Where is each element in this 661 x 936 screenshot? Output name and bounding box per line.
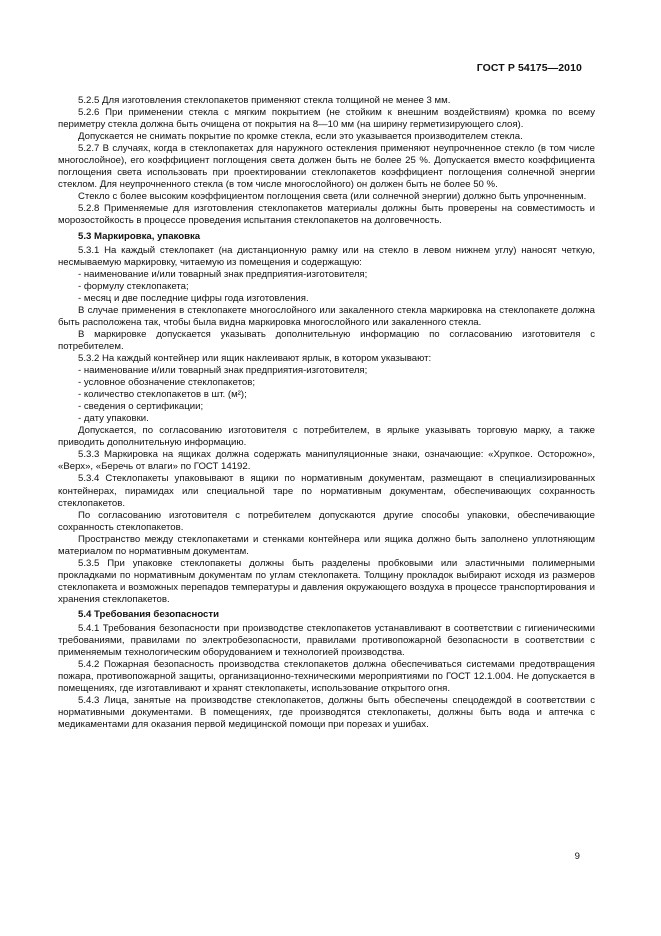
- document-body: [58, 95, 595, 731]
- paragraph: В маркировке допускается указывать дополнительную информацию по согласованию изготовителя с потребителем.: [58, 328, 595, 352]
- list-item: - наименование и/или товарный знак предприятия-изготовителя;: [78, 365, 368, 377]
- page-number: 9: [574, 851, 580, 862]
- paragraph: Допускается не снимать покрытие по кромке стекла, если это указывается производителем стекла.: [78, 131, 523, 143]
- paragraph-5-4-1: 5.4.1 Требования безопасности при производстве стеклопакетов устанавливают в соответствии с гигиеническими требованиями, правилами по электробезопасности, правилами противопожарной безопасности в соответствии с применяемым технологическим оборудованием и технологией производства.: [58, 623, 595, 659]
- list-item: - месяц и две последние цифры года изготовления.: [78, 292, 309, 304]
- list-item: - наименование и/или товарный знак предприятия-изготовителя;: [78, 268, 368, 280]
- paragraph-5-3-5: 5.3.5 При упаковке стеклопакеты должны быть разделены пробковыми или эластичными полимерными прокладками по нормативным документам по углам стеклопакета. Толщину прокладок выбирают исходя из размеров стеклопакета и возможных перепадов температуры и давления окружающего воздуха в процессе транспортирования и хранения стеклопакетов.: [58, 557, 595, 605]
- list-item: - количество стеклопакетов в шт. (м²);: [78, 389, 247, 401]
- paragraph: Допускается, по согласованию изготовителя с потребителем, в ярлыке указывать торговую марку, а также приводить дополнительную информацию.: [58, 425, 595, 449]
- paragraph-5-2-5: 5.2.5 Для изготовления стеклопакетов применяют стекла толщиной не менее 3 мм.: [78, 95, 451, 106]
- list-item: - сведения о сертификации;: [78, 401, 204, 413]
- paragraph-5-4-3: 5.4.3 Лица, занятые на производстве стеклопакетов, должны быть обеспечены спецодеждой в соответствии с нормативными документами. В помещениях, где производятся стеклопакеты, должны быть вода и аптечка с медикаментами для оказания первой медицинской помощи при порезах и ушибах.: [58, 695, 595, 731]
- list-item: - дату упаковки.: [78, 413, 149, 425]
- list-item: - формулу стеклопакета;: [78, 280, 189, 292]
- paragraph-5-2-8: 5.2.8 Применяемые для изготовления стеклопакетов материалы должны быть проверены на совместимость и морозостойкость в процессе проведения испытания стеклопакетов на долговечность.: [58, 203, 595, 227]
- paragraph-5-3-1: 5.3.1 На каждый стеклопакет (на дистанционную рамку или на стекло в левом нижнем углу) наносят четкую, несмываемую маркировку, читаемую из помещения и содержащую:: [58, 244, 595, 268]
- paragraph-5-2-6: 5.2.6 При применении стекла с мягким покрытием (не стойким к внешним воздействиям) кромка по всему периметру стекла должна быть очищена от покрытия на 8—10 мм (на ширину герметизирующего слоя).: [58, 107, 595, 131]
- list-item: - условное обозначение стеклопакетов;: [78, 377, 255, 389]
- section-heading-5-4: 5.4 Требования безопасности: [78, 608, 219, 620]
- paragraph-5-3-4: 5.3.4 Стеклопакеты упаковывают в ящики по нормативным документам, размещают в специализированных контейнерах, пирамидах или специальной таре по нормативным документам, обеспечивающих сохранность стеклопакетов.: [58, 473, 595, 509]
- paragraph: В случае применения в стеклопакете многослойного или закаленного стекла маркировка на стеклопакете должна быть расположена так, чтобы была видна маркировка многослойного или закаленного стекла.: [58, 304, 595, 328]
- paragraph: Пространство между стеклопакетами и стенками контейнера или ящика должно быть заполнено уплотняющим материалом по нормативным документам.: [58, 533, 595, 557]
- paragraph: По согласованию изготовителя с потребителем допускаются другие способы упаковки, обеспечивающие сохранность стеклопакетов.: [58, 509, 595, 533]
- paragraph: Стекло с более высоким коэффициентом поглощения света (или солнечной энергии) должно быть упрочненным.: [78, 191, 587, 203]
- document-id-header: ГОСТ Р 54175—2010: [476, 62, 582, 74]
- section-heading-5-3: 5.3 Маркировка, упаковка: [78, 230, 201, 242]
- paragraph-5-3-2: 5.3.2 На каждый контейнер или ящик наклеивают ярлык, в котором указывают:: [78, 352, 432, 364]
- paragraph-5-2-7: 5.2.7 В случаях, когда в стеклопакетах для наружного остекления применяют неупрочненное стекло (в том числе многослойное), его коэффициент поглощения света должен быть не более 25 %. Допускается вместо коэффициента поглощения света использовать при проектировании стеклопакетов коэффициент поглощения солнечной энергии стеклом. Для неупрочненного стекла (в том числе многослойного) он должен быть не более 50 %.: [58, 143, 595, 191]
- paragraph-5-3-3: 5.3.3 Маркировка на ящиках должна содержать манипуляционные знаки, означающие: «Хрупкое. Осторожно», «Верх», «Беречь от влаги» по ГОСТ 14192.: [58, 449, 595, 473]
- paragraph-5-4-2: 5.4.2 Пожарная безопасность производства стеклопакетов должна обеспечиваться системами предотвращения пожара, противопожарной защиты, организационно-техническими мероприятиями по ГОСТ 12.1.004. Не допускается в помещениях, где изготавливают и хранят стеклопакеты, использование открытого огня.: [58, 659, 595, 695]
